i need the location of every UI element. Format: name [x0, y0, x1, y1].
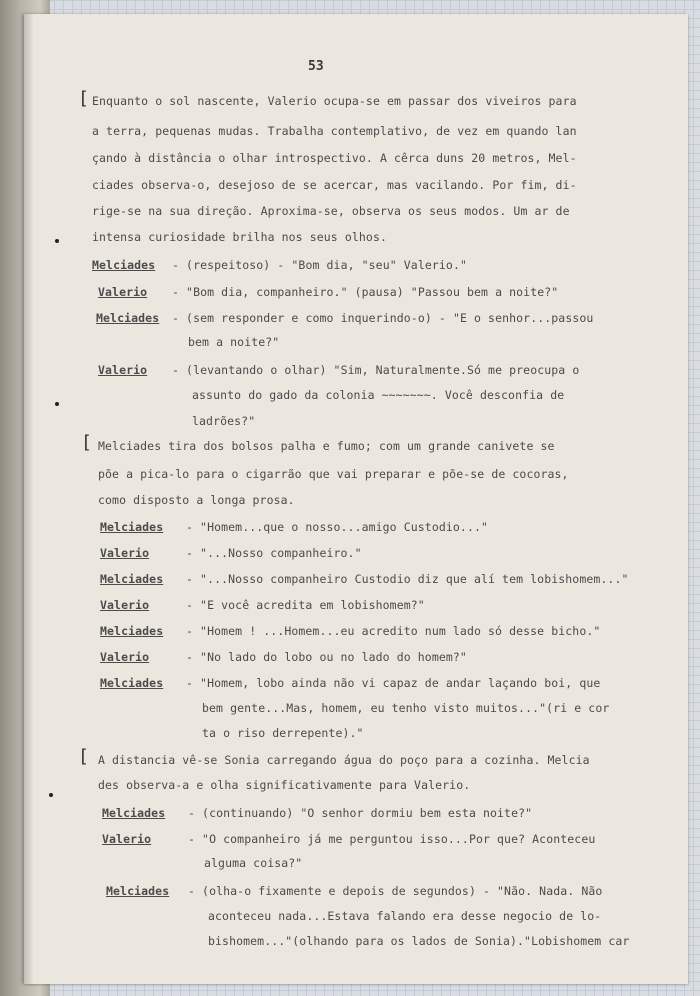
paragraph-line: ciades observa-o, desejoso de se acercar, mas vacilando. Por fim, di-: [92, 178, 577, 192]
paragraph-line: Enquanto o sol nascente, Valerio ocupa-se em passar dos viveiros para: [92, 94, 577, 108]
speaker-name: Melciades: [96, 311, 160, 325]
dialogue-line: - "E você acredita em lobishomem?": [186, 598, 425, 612]
paragraph-line: des observa-a e olha significativamente para Valerio.: [98, 778, 471, 792]
dialogue-continuation: bishomem..."(olhando para os lados de Sonia)."Lobishomem car: [208, 934, 630, 948]
dialogue-continuation: alguma coisa?": [204, 856, 303, 870]
dialogue-line: - "O companheiro já me perguntou isso...Por que? Aconteceu: [188, 832, 596, 846]
dialogue-continuation: assunto do gado da colonia ~~~~~~~. Você desconfia de: [192, 388, 565, 402]
paragraph-line: põe a pica-lo para o cigarrão que vai preparar e põe-se de cocoras,: [98, 467, 569, 481]
speaker-name: Melciades: [100, 572, 164, 586]
dialogue-line: - "Homem...que o nosso...amigo Custodio...": [186, 520, 489, 534]
speaker-name: Valerio: [100, 650, 150, 664]
paragraph-line: rige-se na sua direção. Aproxima-se, observa os seus modos. Um ar de: [92, 204, 570, 218]
speaker-name: Valerio: [98, 285, 148, 299]
page-number: 53: [308, 59, 324, 74]
paragraph-bracket: [: [81, 432, 92, 453]
margin-dot: [55, 239, 59, 243]
dialogue-line: - "No lado do lobo ou no lado do homem?": [186, 650, 467, 664]
dialogue-line: - "Bom dia, companheiro." (pausa) "Passou bem a noite?": [172, 285, 559, 299]
speaker-name: Melciades: [100, 520, 164, 534]
dialogue-line: - "...Nosso companheiro Custodio diz que alí tem lobishomem...": [186, 572, 629, 586]
speaker-name: Valerio: [98, 363, 148, 377]
speaker-name: Valerio: [102, 832, 152, 846]
paragraph-line: A distancia vê-se Sonia carregando água do poço para a cozinha. Melcia: [98, 753, 590, 767]
dialogue-line: - (olha-o fixamente e depois de segundos) - "Não. Nada. Não: [188, 884, 603, 898]
dialogue-line: - "Homem, lobo ainda não vi capaz de andar laçando boi, que: [186, 676, 601, 690]
dialogue-continuation: bem a noite?": [188, 335, 280, 349]
dialogue-line: - (continuando) "O senhor dormiu bem esta noite?": [188, 806, 533, 820]
paragraph-line: çando à distância o olhar introspectivo. A cêrca duns 20 metros, Mel-: [92, 151, 577, 165]
paragraph-line: Melciades tira dos bolsos palha e fumo; com um grande canivete se: [98, 439, 555, 453]
paragraph-line: intensa curiosidade brilha nos seus olhos.: [92, 230, 387, 244]
dialogue-line: - "Homem ! ...Homem...eu acredito num lado só desse bicho.": [186, 624, 601, 638]
speaker-name: Valerio: [100, 546, 150, 560]
dialogue-line: - (levantando o olhar) "Sim, Naturalmente.Só me preocupa o: [172, 363, 580, 377]
speaker-name: Melciades: [100, 676, 164, 690]
margin-dot: [49, 793, 53, 797]
speaker-name: Melciades: [102, 806, 166, 820]
paragraph-line: como disposto a longa prosa.: [98, 493, 295, 507]
dialogue-continuation: aconteceu nada...Estava falando era desse negocio de lo-: [208, 909, 602, 923]
binding-shadow: [24, 14, 34, 984]
speaker-name: Valerio: [100, 598, 150, 612]
dialogue-continuation: ladrões?": [192, 414, 256, 428]
dialogue-line: - (sem responder e como inquerindo-o) - "E o senhor...passou: [172, 311, 594, 325]
dialogue-continuation: bem gente...Mas, homem, eu tenho visto muitos..."(ri e cor: [202, 701, 610, 715]
dialogue-line: - "...Nosso companheiro.": [186, 546, 362, 560]
dialogue-line: - (respeitoso) - "Bom dia, "seu" Valerio.": [172, 258, 467, 272]
paragraph-bracket: [: [78, 746, 89, 767]
paragraph-line: a terra, pequenas mudas. Trabalha contemplativo, de vez em quando lan: [92, 124, 577, 138]
speaker-name: Melciades: [106, 884, 170, 898]
speaker-name: Melciades: [100, 624, 164, 638]
speaker-name: Melciades: [92, 258, 156, 272]
dialogue-continuation: ta o riso derrepente).": [202, 726, 364, 740]
margin-dot: [55, 402, 59, 406]
paragraph-bracket: [: [78, 88, 89, 109]
